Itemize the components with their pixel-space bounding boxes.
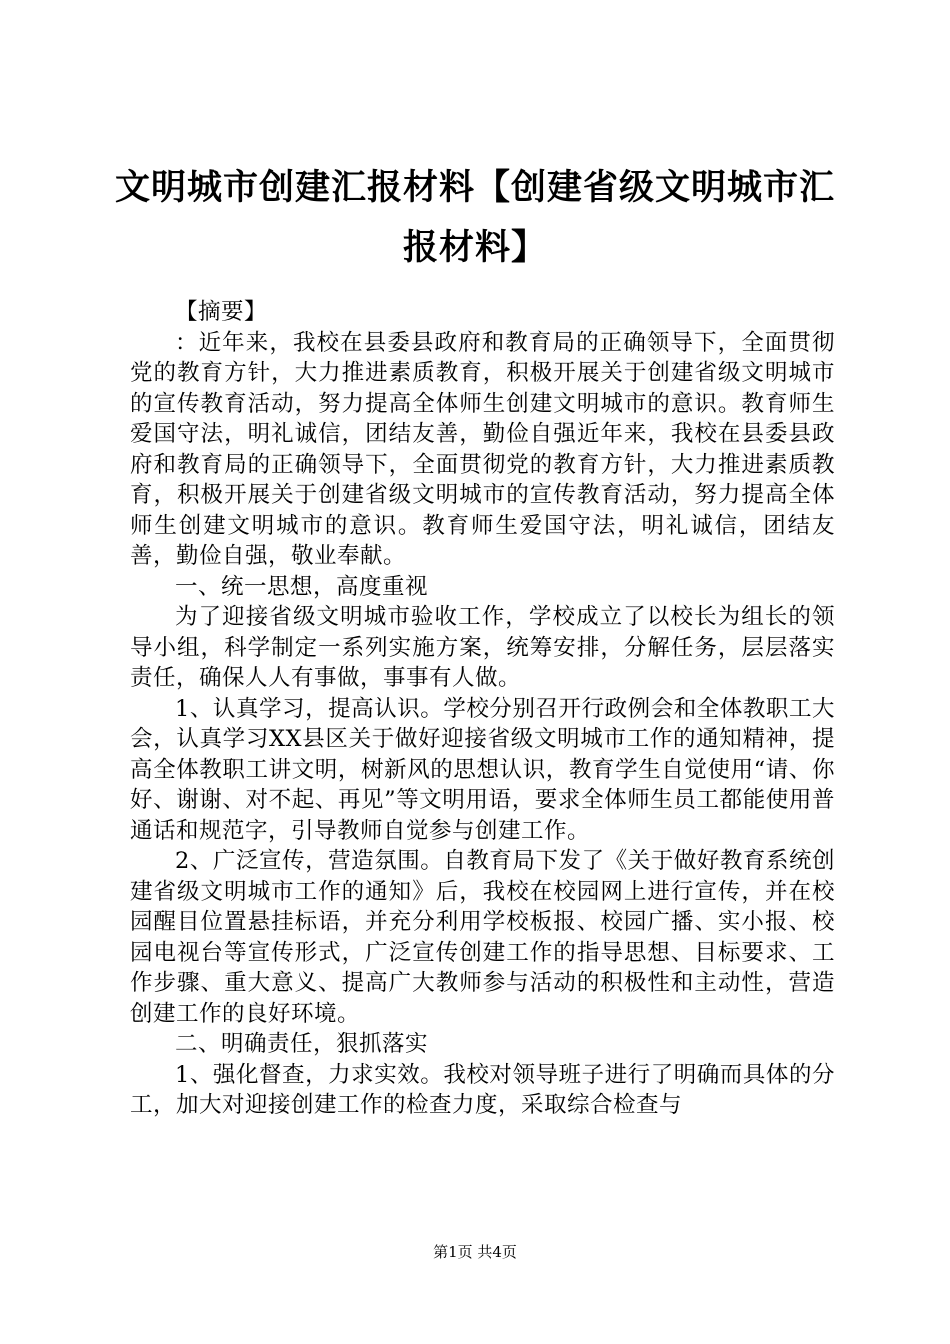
section-heading-1: 一、统一思想，高度重视 <box>175 573 429 600</box>
document-body <box>130 297 835 1121</box>
body-paragraph: 为了迎接省级文明城市验收工作，学校成立了以校长为组长的领导小组，科学制定一系列实施方案，统筹安排，分解任务，层层落实责任，确保人人有事做，事事有人做。 <box>130 604 835 691</box>
body-paragraph: 1、强化督查，力求实效。我校对领导班子进行了明确而具体的分工，加大对迎接创建工作的检查力度，采取综合检查与 <box>130 1061 835 1118</box>
section-heading-2: 二、明确责任，狠抓落实 <box>175 1031 429 1057</box>
body-paragraph: 2、广泛宣传，营造氛围。自教育局下发了《关于做好教育系统创建省级文明城市工作的通知》后，我校在校园网上进行宣传，并在校园醒目位置悬挂标语，并充分利用学校板报、校园广播、实小报、校园电视台等宣传形式，广泛宣传创建工作的指导思想、目标要求、工作步骤、重大意义、提高广大教师参与活动的积极性和主动性，营造创建工作的良好环境。 <box>130 848 835 1027</box>
page-number-footer: 第1页 共4页 <box>433 1243 517 1261</box>
document-title: 文明城市创建汇报材料【创建省级文明城市汇报材料】 <box>114 168 835 268</box>
abstract-heading: 【摘要】 <box>175 299 268 325</box>
abstract-paragraph: ：近年来，我校在县委县政府和教育局的正确领导下，全面贯彻党的教育方针，大力推进素质教育，积极开展关于创建省级文明城市的宣传教育活动，努力提高全体师生创建文明城市的意识。教育师生爱国守法，明礼诚信，团结友善，勤俭自强近年来，我校在县委县政府和教育局的正确领导下，全面贯彻党的教育方针，大力推进素质教育，积极开展关于创建省级文明城市的宣传教育活动，努力提高全体师生创建文明城市的意识。教育师生爱国守法，明礼诚信，团结友善，勤俭自强，敬业奉献。 <box>130 329 835 569</box>
body-paragraph: 1、认真学习，提高认识。学校分别召开行政例会和全体教职工大会，认真学习XX县区关于做好迎接省级文明城市工作的通知精神，提高全体教职工讲文明，树新风的思想认识，教育学生自觉使用“请、你好、谢谢、对不起、再见”等文明用语，要求全体师生员工都能使用普通话和规范字，引导教师自觉参与创建工作。 <box>130 695 835 844</box>
